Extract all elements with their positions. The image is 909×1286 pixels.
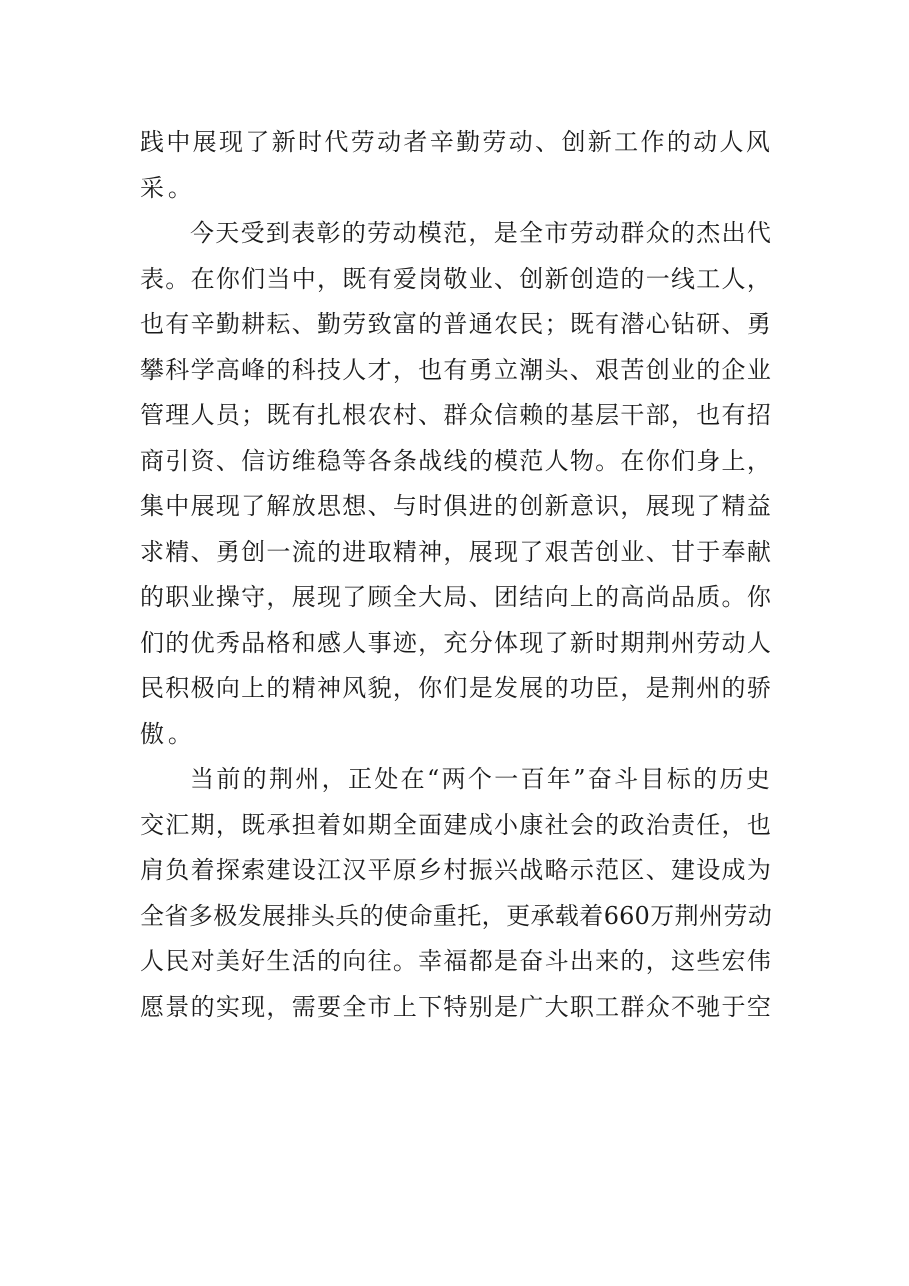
- text-line: 攀科学高峰的科技人才，也有勇立潮头、艰苦创业的企业: [140, 355, 772, 384]
- text-line: 求精、勇创一流的进取精神，展现了艰苦创业、甘于奉献: [140, 537, 772, 566]
- text-line: 今天受到表彰的劳动模范，是全市劳动群众的杰出代: [190, 219, 772, 247]
- text-line: 的职业操守，展现了顾全大局、团结向上的高尚品质。你: [140, 583, 772, 611]
- document-body: [140, 120, 772, 1030]
- text-line: 当前的荆州，正处在“两个一百年”奋斗目标的历史: [190, 765, 772, 793]
- text-line: 也有辛勤耕耘、勤劳致富的普通农民；既有潜心钻研、勇: [140, 310, 772, 338]
- text-line: 集中展现了解放思想、与时俱进的创新意识，展现了精益: [140, 492, 772, 520]
- text-line: 表。在你们当中，既有爱岗敬业、创新创造的一线工人，: [140, 264, 772, 293]
- text-line: 采。: [140, 173, 196, 202]
- text-line: 商引资、信访维稳等各条战线的模范人物。在你们身上，: [140, 446, 772, 475]
- text-line: 践中展现了新时代劳动者辛勤劳动、创新工作的动人风: [140, 128, 772, 156]
- text-line: 人民对美好生活的向往。幸福都是奋斗出来的，这些宏伟: [140, 947, 772, 975]
- text-line: 愿景的实现，需要全市上下特别是广大职工群众不驰于空: [140, 992, 772, 1021]
- text-line: 全省多极发展排头兵的使命重托，更承载着660万荆州劳动: [140, 901, 772, 930]
- text-line: 们的优秀品格和感人事迹，充分体现了新时期荆州劳动人: [140, 628, 772, 657]
- text-line: 管理人员；既有扎根农村、群众信赖的基层干部，也有招: [140, 401, 772, 429]
- text-line: 肩负着探索建设江汉平原乡村振兴战略示范区、建设成为: [140, 856, 772, 884]
- text-line: 民积极向上的精神风貌，你们是发展的功臣，是荆州的骄: [140, 674, 772, 702]
- text-line: 傲。: [140, 719, 196, 748]
- text-line: 交汇期，既承担着如期全面建成小康社会的政治责任，也: [140, 810, 772, 839]
